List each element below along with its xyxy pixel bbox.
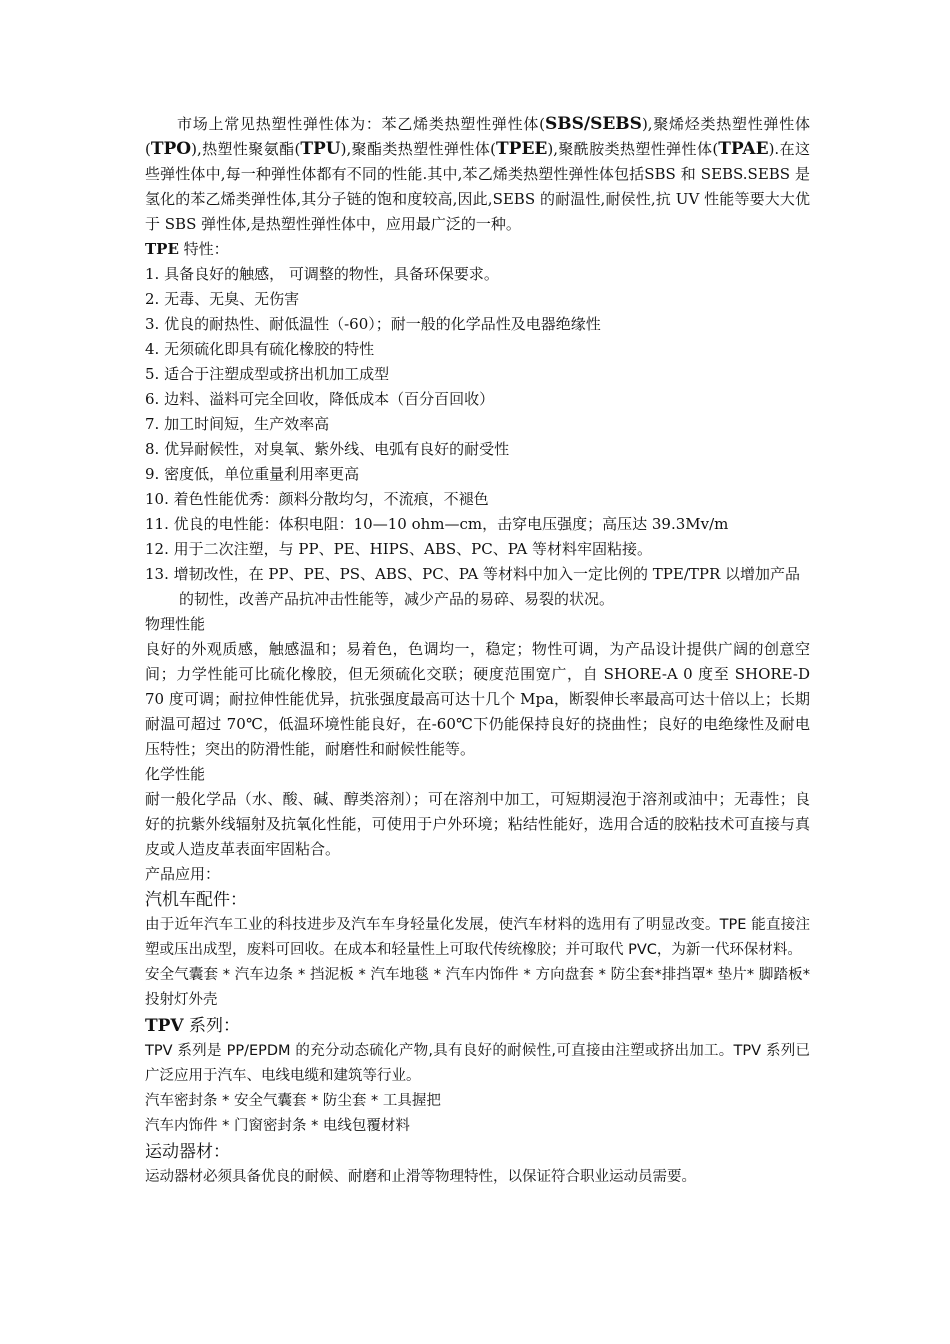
tpv-list-1: 汽车密封条 * 安全气囊套 * 防尘套 * 工具握把: [145, 1093, 441, 1109]
tpv-heading-bold: TPV: [145, 1016, 184, 1036]
list-item: 7. 加工时间短，生产效率高: [145, 415, 330, 433]
intro-bold-tpee: TPEE: [496, 139, 548, 159]
list-item: 10. 着色性能优秀：颜料分散均匀，不流痕，不褪色: [145, 490, 489, 508]
features-list: [145, 262, 810, 612]
list-item: 2. 无毒、无臭、无伤害: [145, 290, 300, 308]
intro-bold-tpu: TPU: [300, 139, 341, 159]
intro-bold-tpae: TPAE: [718, 139, 769, 159]
intro-paragraph: [145, 112, 810, 237]
tpv-heading: [145, 1013, 810, 1039]
intro-text-3: ),热塑性聚氨酯(: [191, 140, 301, 158]
chemical-paragraph: 耐一般化学品（水、酸、碱、醇类溶剂）；可在溶剂中加工，可短期浸泡于溶剂或油中；无毒性；良好的抗紫外线辐射及抗氧化性能，可使用于户外环境；粘结性能好，选用合适的胶粘技术可直接与真皮或人造皮革表面牢固粘合。: [145, 790, 810, 858]
intro-text-6: ).在这些弹性体中,每一种弹性体都有不同的性能.其中,苯乙烯类热塑性弹性体包括SBS 和 SEBS.SEBS 是氢化的苯乙烯类弹性体,其分子链的饱和度较高,因此,SEBS 的耐温性,耐侯性,抗 UV 性能等要大大优于 SBS 弹性体,是热塑性弹性体中，应用最广泛的一种。: [145, 140, 810, 233]
list-item: 13. 增韧改性，在 PP、PE、PS、ABS、PC、PA 等材料中加入一定比例的 TPE/TPR 以增加产品的韧性，改善产品抗冲击性能等，减少产品的易碎、易裂的状况。: [145, 565, 801, 608]
intro-bold-tpo: TPO: [150, 139, 192, 159]
auto-heading: 汽机车配件：: [145, 890, 247, 910]
intro-bold-sbs-sebs: SBS/SEBS: [544, 114, 642, 134]
tpv-list-2: 汽车内饰件 * 门窗密封条 * 电线包覆材料: [145, 1118, 410, 1134]
list-item: 5. 适合于注塑成型或挤出机加工成型: [145, 365, 390, 383]
intro-text-5: ),聚酰胺类热塑性弹性体(: [547, 140, 719, 158]
list-item: 12. 用于二次注塑，与 PP、PE、HIPS、ABS、PC、PA 等材料牢固粘接。: [145, 540, 653, 558]
list-item: 8. 优异耐候性，对臭氧、紫外线、电弧有良好的耐受性: [145, 440, 510, 458]
sports-paragraph: 运动器材必须具备优良的耐候、耐磨和止滑等物理特性，以保证符合职业运动员需要。: [145, 1169, 696, 1185]
physical-paragraph: 良好的外观质感，触感温和；易着色，色调均一，稳定；物性可调，为产品设计提供广阔的创意空间；力学性能可比硫化橡胶，但无须硫化交联；硬度范围宽广，自 SHORE-A 0 度至 SHORE-D 70 度可调；耐拉伸性能优异，抗张强度最高可达十几个 Mpa，断裂伸长率最高可达十倍以上；长期耐温可超过 70℃，低温环境性能良好，在-60℃下仍能保持良好的挠曲性；良好的电绝缘性及耐电压特性；突出的防滑性能，耐磨性和耐候性能等。: [145, 640, 810, 758]
sports-heading: 运动器材：: [145, 1142, 230, 1162]
intro-text-1: 市场上常见热塑性弹性体为：苯乙烯类热塑性弹性体(: [177, 115, 545, 133]
list-item: 4. 无须硫化即具有硫化橡胶的特性: [145, 340, 375, 358]
features-heading-bold: TPE: [145, 240, 179, 258]
list-item: 9. 密度低，单位重量利用率更高: [145, 465, 360, 483]
intro-text-2: ),聚烯烃类热塑性弹性体(: [145, 115, 810, 158]
chemical-heading: 化学性能: [145, 765, 206, 783]
auto-parts-list: 安全气囊套 * 汽车边条 * 挡泥板 * 汽车地毯 * 汽车内饰件 * 方向盘套 * 防尘套*排挡罩* 垫片* 脚踏板* 投射灯外壳: [145, 967, 810, 1008]
features-heading-rest: 特性：: [178, 240, 229, 258]
physical-heading: 物理性能: [145, 615, 206, 633]
applications-heading: 产品应用：: [145, 865, 221, 883]
tpv-paragraph: TPV 系列是 PP/EPDM 的充分动态硫化产物,具有良好的耐候性,可直接由注塑或挤出加工。TPV 系列已广泛应用于汽车、电线电缆和建筑等行业。: [145, 1043, 810, 1084]
list-item: 1. 具备良好的触感， 可调整的物性，具备环保要求。: [145, 265, 499, 283]
document-body: [145, 112, 810, 1190]
auto-paragraph: 由于近年汽车工业的科技进步及汽车车身轻量化发展，使汽车材料的选用有了明显改变。TPE 能直接注塑或压出成型，废料可回收。在成本和轻量性上可取代传统橡胶；并可取代 PVC，为新一代环保材料。: [145, 917, 810, 958]
list-item: 3. 优良的耐热性、耐低温性（-60）；耐一般的化学品性及电器绝缘性: [145, 315, 601, 333]
list-item: 11. 优良的电性能：体积电阻：10—10 ohm—cm，击穿电压强度；高压达 39.3Mv/m: [145, 515, 729, 533]
features-heading: [145, 237, 810, 262]
tpv-heading-rest: 系列：: [183, 1016, 241, 1036]
intro-text-4: ),聚酯类热塑性弹性体(: [340, 140, 497, 158]
list-item: 6. 边料、溢料可完全回收，降低成本（百分百回收）: [145, 390, 495, 408]
